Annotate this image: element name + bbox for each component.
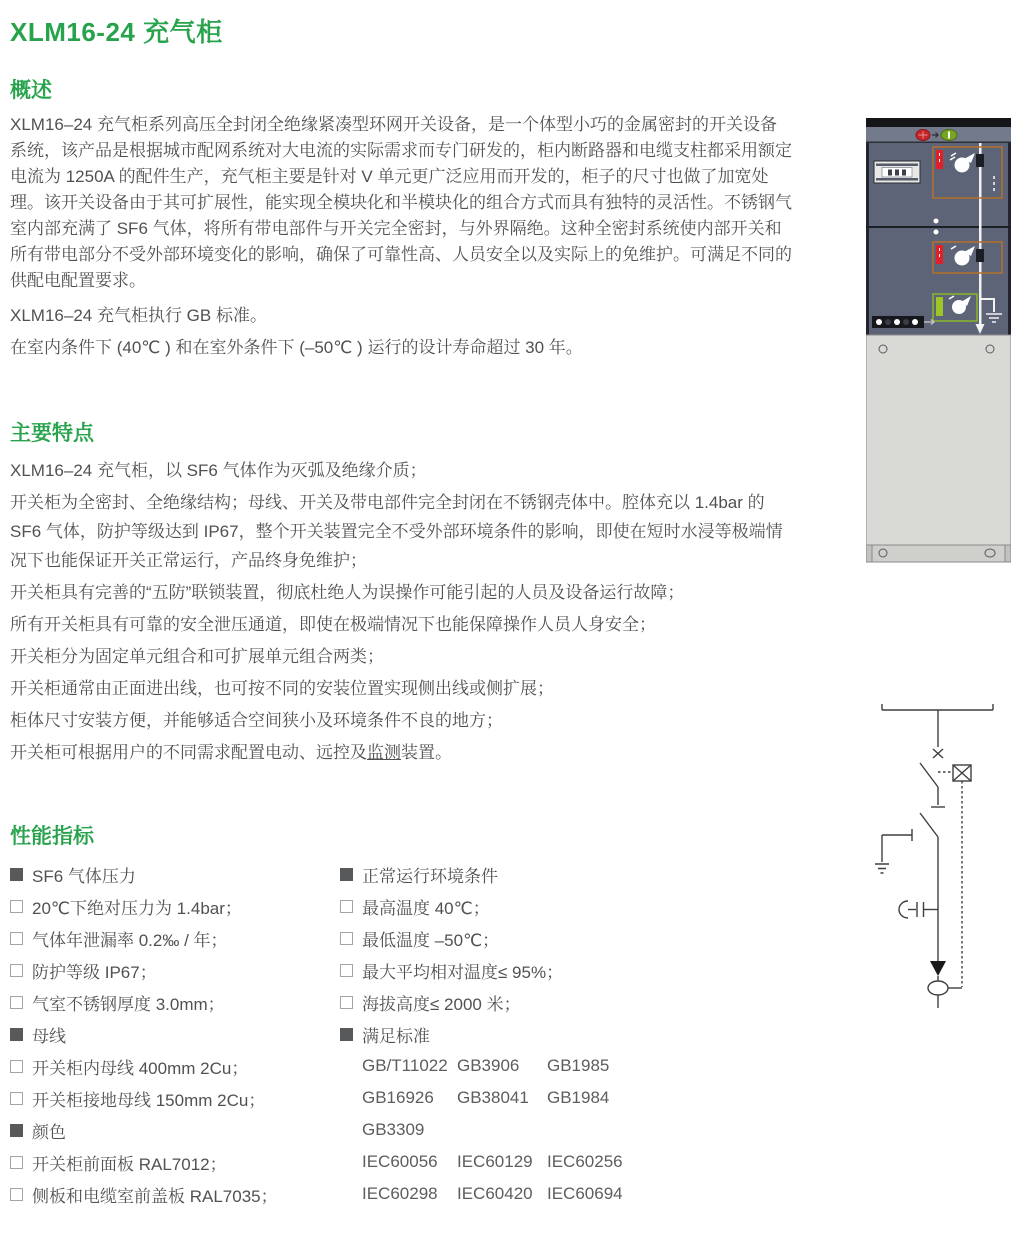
spec-row <box>10 922 342 954</box>
standard-code: IEC60056 <box>362 1152 438 1171</box>
feature-item: 所有开关柜具有可靠的安全泄压通道，即使在极端情况下也能保障操作人员人身安全； <box>10 615 656 634</box>
spec-row <box>340 858 672 890</box>
fuse-cross-mark <box>933 749 943 758</box>
standard-code: GB3309 <box>362 1120 425 1139</box>
hollow-square-bullet-icon <box>10 932 23 945</box>
hollow-square-bullet-icon <box>340 932 353 945</box>
spec-text: 正常运行环境条件 <box>362 866 498 886</box>
standards-row <box>340 1146 672 1178</box>
spec-text: 满足标准 <box>362 1026 430 1046</box>
disconnector-switch-icon <box>920 813 938 837</box>
spec-row <box>340 1018 672 1050</box>
spec-row <box>10 890 342 922</box>
spec-text: 开关柜前面板 RAL7012； <box>32 1154 227 1174</box>
spec-text: 20℃下绝对压力为 1.4bar； <box>32 898 242 918</box>
spec-text: 母线 <box>32 1026 66 1046</box>
voltage-indicator-icon <box>899 901 938 918</box>
standard-code: IEC60129 <box>457 1152 533 1171</box>
spec-text: 最高温度 40℃； <box>362 898 490 918</box>
section-heading-specs: 性能指标 <box>10 825 94 848</box>
standard-code: GB1985 <box>547 1056 610 1075</box>
single-line-diagram-figure <box>875 695 1025 1025</box>
spec-column-left <box>10 858 342 1210</box>
spec-row <box>10 1178 342 1210</box>
spec-row <box>340 922 672 954</box>
overview-paragraph-1: XLM16–24 充气柜系列高压全封闭全绝缘紧凑型环网开关设备，是一个体型小巧的金属密封的开关设备系统，该产品是根据城市配网系统对大电流的实际需求而专门研发的，柜内断路器和电缆支柱都采用额定电流为 1250A 的配件生产，充气柜主要是针对 V 单元更广泛应用而开发的，柜子的尺寸也做了加宽处理。该开关设备由于其可扩展性，能实现全模块化和半模块化的组合方式而具有独特的灵活性。不锈钢气室内部充满了 SF6 气体，将所有带电部件与开关完全密封，与外界隔绝。这种全密封系统使内部开关和所有带电部分不受外部环境变化的影响，确保了可靠性高、人员安全以及实际上的免维护。可满足不同的供配电配置要求。 <box>10 115 792 290</box>
hollow-square-bullet-icon <box>10 1188 23 1201</box>
spec-row <box>10 986 342 1018</box>
filled-square-bullet-icon <box>340 868 353 881</box>
overview-paragraph-2: XLM16–24 充气柜执行 GB 标准。 <box>10 306 267 325</box>
spec-text: 最低温度 –50℃； <box>362 930 500 950</box>
spec-text: 海拔高度≤ 2000 米； <box>362 994 521 1014</box>
spec-row <box>10 1050 342 1082</box>
spec-text: 侧板和电缆室前盖板 RAL7035； <box>32 1186 278 1206</box>
hollow-square-bullet-icon <box>10 1060 23 1073</box>
spec-text: SF6 气体压力 <box>32 866 136 886</box>
filled-square-bullet-icon <box>10 868 23 881</box>
cabinet-front-view-image <box>866 118 1011 563</box>
feature-item: XLM16–24 充气柜，以 SF6 气体作为灭弧及绝缘介质； <box>10 461 427 480</box>
standard-code: GB1984 <box>547 1088 610 1107</box>
current-transformer-icon <box>928 981 948 995</box>
standards-row <box>340 1114 672 1146</box>
spec-row <box>340 986 672 1018</box>
earthing-branch <box>875 829 912 873</box>
red-indicator-icon <box>916 130 930 141</box>
busbar <box>882 704 993 710</box>
spec-text: 开关柜接地母线 150mm 2Cu； <box>32 1090 266 1110</box>
ground-symbol-icon <box>875 864 889 873</box>
overview-paragraph-3: 在室内条件下 (40℃ ) 和在室外条件下 (–50℃ ) 运行的设计寿命超过 30 年。 <box>10 338 583 357</box>
hollow-square-bullet-icon <box>10 964 23 977</box>
feature-item-underlined-text: 监测 <box>367 743 401 762</box>
load-break-switch-icon <box>920 763 945 807</box>
standard-code: IEC60694 <box>547 1184 623 1203</box>
filled-square-bullet-icon <box>10 1124 23 1137</box>
page-title: XLM16-24 充气柜 <box>10 17 223 47</box>
features-list <box>10 456 792 770</box>
standards-row <box>340 1082 672 1114</box>
spec-row <box>10 1018 342 1050</box>
feature-item <box>10 738 792 767</box>
cable-plug-icon <box>930 961 946 976</box>
section-heading-overview: 概述 <box>10 79 52 102</box>
standards-row <box>340 1178 672 1210</box>
standards-row <box>340 1050 672 1082</box>
section-heading-features: 主要特点 <box>10 422 94 445</box>
spec-row <box>340 954 672 986</box>
shutter-handle <box>976 249 984 262</box>
hollow-square-bullet-icon <box>340 900 353 913</box>
spec-row <box>10 858 342 890</box>
spec-text: 颜色 <box>32 1122 66 1142</box>
hollow-square-bullet-icon <box>340 996 353 1009</box>
hollow-square-bullet-icon <box>10 1092 23 1105</box>
standard-code: IEC60256 <box>547 1152 623 1171</box>
filled-square-bullet-icon <box>340 1028 353 1041</box>
standard-code: IEC60298 <box>362 1184 438 1203</box>
hollow-square-bullet-icon <box>340 964 353 977</box>
spec-row <box>10 1146 342 1178</box>
feature-item: 开关柜分为固定单元组合和可扩展单元组合两类； <box>10 647 384 666</box>
feature-item-text: 开关柜可根据用户的不同需求配置电动、远控及 <box>10 743 367 762</box>
shutter-handle <box>976 154 984 167</box>
standard-code: GB/T11022 <box>362 1056 448 1075</box>
feature-item: 开关柜通常由正面进出线，也可按不同的安装位置实现侧出线或侧扩展； <box>10 679 554 698</box>
standard-code: IEC60420 <box>457 1184 533 1203</box>
feature-item-text: 装置。 <box>401 743 452 762</box>
standard-code: GB3906 <box>457 1056 520 1075</box>
spec-column-right <box>340 858 672 1210</box>
spec-row <box>10 1082 342 1114</box>
spec-text: 气体年泄漏率 0.2‰ / 年； <box>32 930 228 950</box>
spec-text: 开关柜内母线 400mm 2Cu； <box>32 1058 249 1078</box>
standard-code: GB38041 <box>457 1088 529 1107</box>
hollow-square-bullet-icon <box>10 996 23 1009</box>
spec-text: 防护等级 IP67； <box>32 962 157 982</box>
single-line-diagram-image <box>875 695 1025 1025</box>
feature-item: 柜体尺寸安装方便，并能够适合空间狭小及环境条件不良的地方； <box>10 711 503 730</box>
hollow-square-bullet-icon <box>10 1156 23 1169</box>
spec-row <box>10 954 342 986</box>
motor-operator-icon <box>953 765 971 781</box>
feature-item: 开关柜具有完善的“五防”联锁装置，彻底杜绝人为误操作可能引起的人员及设备运行故障； <box>10 583 685 602</box>
green-indicator-icon <box>941 130 957 141</box>
hollow-square-bullet-icon <box>10 900 23 913</box>
spec-row <box>10 1114 342 1146</box>
cabinet-front-view-figure <box>866 118 1011 563</box>
spec-text: 最大平均相对温度≤ 95%； <box>362 962 564 982</box>
filled-square-bullet-icon <box>10 1028 23 1041</box>
spec-text: 气室不锈钢厚度 3.0mm； <box>32 994 225 1014</box>
spec-row <box>340 890 672 922</box>
panel-meter-icon <box>874 161 920 183</box>
standard-code: GB16926 <box>362 1088 434 1107</box>
green-label-tag <box>936 297 943 316</box>
feature-item: 开关柜为全密封、全绝缘结构；母线、开关及带电部件完全封闭在不锈钢壳体中。腔体充以 1.4bar 的 SF6 气体，防护等级达到 IP67，整个开关装置完全不受外部环境条件的影响，即使在短时水浸等极端情况下也能保证开关正常运行，产品终身免维护； <box>10 493 783 570</box>
